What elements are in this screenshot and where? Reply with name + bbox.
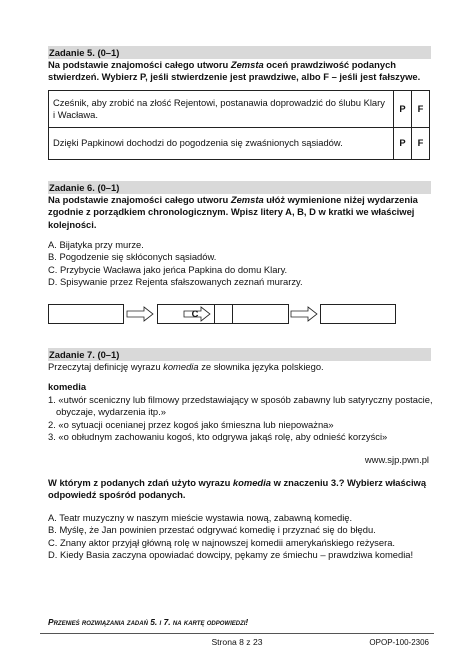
page-number: Strona 8 z 23 <box>211 637 263 647</box>
task7-question-part1: W którym z podanych zdań użyto wyrazu <box>48 477 233 488</box>
list-item: C. Przybycie Wacława jako jeńca Papkina do domu Klary. <box>48 263 288 275</box>
order-box-1[interactable] <box>48 304 124 324</box>
answer-f-2[interactable]: F <box>412 128 430 160</box>
task6-header: Zadanie 6. (0–1) <box>48 181 431 194</box>
statement-2: Dzięki Papkinowi dochodzi do pogodzenia się zwaśnionych sąsiadów. <box>49 128 394 160</box>
answer-p-2[interactable]: P <box>394 128 412 160</box>
transfer-note-part2: na kartę odpowiedzi! <box>170 617 249 627</box>
answer-options <box>48 512 440 562</box>
arrow-right-icon <box>126 306 154 322</box>
footer-divider <box>40 633 434 634</box>
option-b[interactable]: B. Myślę, że Jan powinien przestać odgrywać komedię i przyznać się do błędu. <box>48 524 376 536</box>
option-a[interactable]: A. Teatr muzyczny w naszym mieście wystawia nową, zabawną komedię. <box>48 512 353 523</box>
task6-instr-part1: Na podstawie znajomości całego utworu <box>48 194 231 205</box>
table-row <box>49 128 430 160</box>
table-row <box>49 91 430 128</box>
answer-p-1[interactable]: P <box>394 91 412 128</box>
dictionary-definitions <box>48 394 438 444</box>
task7-instr-part1: Przeczytaj definicję wyrazu <box>48 361 164 372</box>
arrow-right-icon <box>290 306 318 322</box>
task7-instr-word: komedia <box>163 361 199 372</box>
task5-instr-part2: oceń prawdziwość podanych stwierdzeń. Wybierz P, jeśli stwierdzenie jest prawdziwe, albo F – jeśli jest fałszywe. <box>48 59 421 83</box>
task7-instr-part2: ze słownika języka polskiego. <box>198 361 324 372</box>
option-c[interactable]: C. Znany aktor przyjął główną rolę w najnowszej komedii amerykańskiego reżysera. <box>48 536 396 548</box>
definition-3: 3. «o obłudnym zachowaniu kogoś, kto odgrywa jakąś rolę, aby odnieść korzyści» <box>48 431 388 443</box>
task5-header: Zadanie 5. (0–1) <box>48 46 431 59</box>
transfer-answers-note <box>48 617 248 628</box>
task6-instr-title: Zemsta <box>230 194 264 205</box>
order-box-3[interactable] <box>214 304 289 324</box>
task6-instr-part2: ułóż wymienione niżej wydarzenia zgodnie z porządkiem chronologicznym. Wpisz litery A, B, D w kratki we właściwej kolejności. <box>48 194 418 230</box>
task7-instruction <box>48 361 433 373</box>
definition-1: 1. «utwór sceniczny lub filmowy przedstawiający w sposób zabawny lub satyryczny postacie, obyczaje, wydarzenia itp.» <box>48 394 433 418</box>
task7-question <box>48 477 433 502</box>
order-box-4[interactable] <box>320 304 396 324</box>
task5-instruction <box>48 59 433 84</box>
order-box-2[interactable]: C <box>157 304 233 324</box>
dictionary-entry-word: komedia <box>48 381 87 392</box>
task7-header: Zadanie 7. (0–1) <box>48 348 431 361</box>
exam-code: OPOP-100-2306 <box>369 638 429 647</box>
transfer-note-task1: 5. <box>150 617 158 627</box>
task5-instr-title: Zemsta <box>230 59 264 70</box>
source-link: www.sjp.pwn.pl <box>364 454 429 465</box>
list-item: D. Spisywanie przez Rejenta sfałszowanych zeznań murarzy. <box>48 276 303 288</box>
arrow-right-icon <box>183 306 211 322</box>
answer-f-1[interactable]: F <box>412 91 430 128</box>
statement-1: Cześnik, aby zrobić na złość Rejentowi, postanawia doprowadzić do ślubu Klary i Wacława. <box>49 91 394 128</box>
true-false-table <box>48 90 430 160</box>
events-list <box>48 239 433 289</box>
list-item: B. Pogodzenie się skłóconych sąsiadów. <box>48 251 217 263</box>
task7-question-part2: w znaczeniu 3.? Wybierz właściwą odpowiedź spośród podanych. <box>48 477 427 501</box>
transfer-note-part1: Przenieś rozwiązania zadań <box>48 617 151 627</box>
task6-instruction <box>48 194 433 231</box>
list-item: A. Bijatyka przy murze. <box>48 239 144 250</box>
task7-question-word: komedia <box>232 477 271 488</box>
transfer-note-task2: 7. <box>163 617 171 627</box>
option-d[interactable]: D. Kiedy Basia zaczyna opowiadać dowcipy, pękamy ze śmiechu – prawdziwa komedia! <box>48 549 414 561</box>
definition-2: 2. «o sytuacji ocenianej przez kogoś jako śmieszna lub niepoważna» <box>48 418 334 430</box>
task5-instr-part1: Na podstawie znajomości całego utworu <box>48 59 231 70</box>
transfer-note-and: i <box>157 617 164 627</box>
